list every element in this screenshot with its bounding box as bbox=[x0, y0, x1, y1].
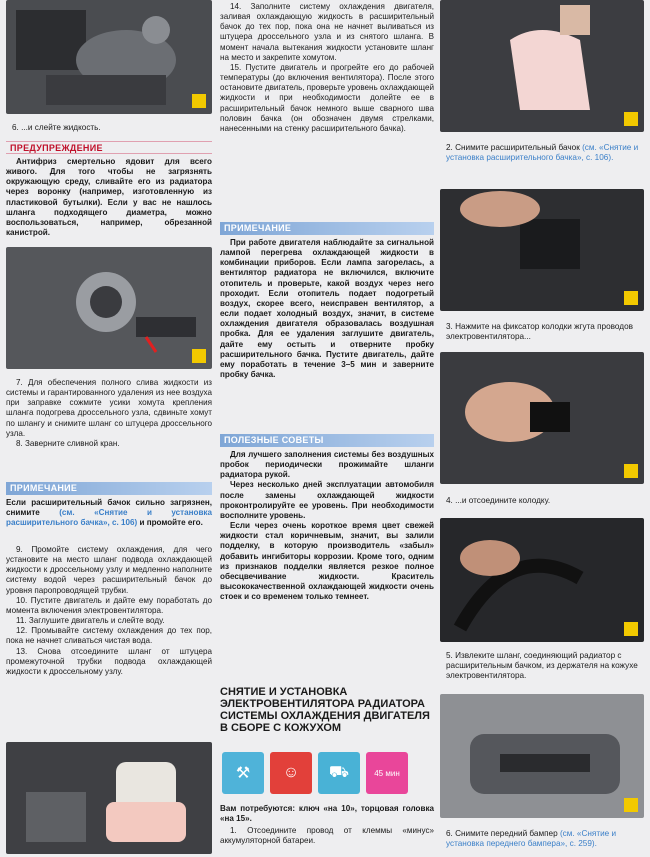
section-title: СНЯТИЕ И УСТАНОВКА ЭЛЕКТРОВЕНТИЛЯТОРА РАДИАТОРА СИСТЕМЫ ОХЛАЖДЕНИЯ ДВИГАТЕЛЯ В СБОРЕ С КОЖУХОМ bbox=[220, 686, 430, 734]
bumper-photo-icon bbox=[440, 694, 644, 818]
tools-needed: Вам потребуются: ключ «на 10», торцовая головка «на 15». bbox=[220, 804, 434, 824]
note-heading-left: ПРИМЕЧАНИЕ bbox=[6, 482, 212, 495]
photo-hose bbox=[440, 518, 644, 642]
tank-photo-icon bbox=[440, 0, 644, 132]
hose-photo-icon bbox=[440, 518, 644, 642]
caption-2: 2. Снимите расширительный бачок (см. «Снятие и установка расширительного бачка», с. 106). bbox=[446, 143, 639, 163]
step-1-battery: 1. Отсоедините провод от клеммы «минус» аккумуляторной батареи. bbox=[220, 826, 434, 846]
warning-heading: ПРЕДУПРЕЖДЕНИЕ bbox=[6, 141, 212, 154]
photo-connector bbox=[440, 189, 644, 311]
requirements-icons bbox=[222, 752, 408, 794]
tips-text: Для лучшего заполнения системы без воздушных пробок периодически прожимайте шланги радиатора рукой. Через несколько дней эксплуатации автомобиля после замены охлаждающей жидкости проконтролируйте ее уровень. При необходимости восполните уровень. Если через очень короткое время цвет свежей жидкости стал коричневым, значит, вы залили подделку, в которую производитель «забыл» добавить ингибиторы коррозии. Кроме того, одним из признаков подделки является резкое полное обесцвечивание жидкости. Краситель высококачественной охлаждающей жидкости очень стоек и со временем только темнеет. bbox=[220, 450, 434, 602]
note-link-tank[interactable]: (см. «Снятие и установка расширительного бачка», с. 106) bbox=[6, 508, 212, 528]
note-text-left: Если расширительный бачок сильно загрязнен, снимите (см. «Снятие и установка расширительного бачка», с. 106) и промойте его. bbox=[6, 498, 212, 528]
tips-heading: ПОЛЕЗНЫЕ СОВЕТЫ bbox=[220, 434, 434, 447]
photo-filling bbox=[6, 742, 212, 854]
step-7: 7. Для обеспечения полного слива жидкости из системы и гарантированного удаления из нее воздуха при заправке сожмите усики хомута крепления шланга подогрева дроссельного узла, сдвиньте хомут по шлангу и снимите шланг со штуцера дроссельного узла. 8. Заверните сливной кран. bbox=[6, 378, 212, 448]
disconnect-photo-icon bbox=[440, 352, 644, 484]
filling-photo-icon bbox=[6, 742, 212, 854]
photo-throttle bbox=[6, 247, 212, 369]
link-tank-removal[interactable]: (см. «Снятие и установка расширительного бачка», с. 106). bbox=[446, 143, 639, 163]
photo-bumper bbox=[440, 694, 644, 818]
photo-disconnect bbox=[440, 352, 644, 484]
wrench-icon: ⚒ bbox=[222, 752, 264, 794]
engine-photo-icon bbox=[6, 0, 212, 114]
note-heading-middle: ПРИМЕЧАНИЕ bbox=[220, 222, 434, 235]
photo-draining bbox=[6, 0, 212, 114]
caption-4: 4. ...и отсоедините колодку. bbox=[446, 496, 551, 505]
steps-9-13: 9. Промойте систему охлаждения, для чего установите на место шланг подвода охлаждающей жидкости к дроссельному узлу и медленно наполните систему водой через расширительный бачок до уровня паропроводящей трубки. 10. Пустите двигатель и дайте ему поработать до момента включения электровентилятора. 11. Заглушите двигатель и слейте воду. 12. Промывайте систему охлаждения до тех пор, пока не начнет сливаться чистая вода. 13. Снова отсоедините шланг от штуцера промежуточной трубки подвода охлаждающей жидкости к дроссельному узлу. bbox=[6, 545, 212, 676]
throttle-photo-icon bbox=[6, 247, 212, 369]
person-icon: ☺ bbox=[270, 752, 312, 794]
caption-5: 5. Извлеките шланг, соединяющий радиатор с расширительным бачком, из держателя на кожухе электровентилятора. bbox=[446, 651, 638, 681]
warning-text: Антифриз смертельно ядовит для всего живого. Для того чтобы не загрязнять окружающую среду, сливайте его из радиатора через воронку (например, изготовленную из пластиковой бутылки). Если у вас не нашлось шланга подходящего диаметра, можно воспользоваться, например, обрезанной канистрой. bbox=[6, 157, 212, 238]
link-bumper-removal[interactable]: (см. «Снятие и установка переднего бампера», с. 259). bbox=[446, 829, 617, 849]
caption-3: 3. Нажмите на фиксатор колодки жгута проводов электровентилятора... bbox=[446, 322, 633, 342]
caption-6: 6. ...и слейте жидкость. bbox=[12, 123, 101, 132]
connector-photo-icon bbox=[440, 189, 644, 311]
car-lift-icon: ⛟ bbox=[318, 752, 360, 794]
note-text-middle: При работе двигателя наблюдайте за сигнальной лампой перегрева охлаждающей жидкости в комбинации приборов. Если лампа загорелась, а вентилятор радиатора не включился, включите отопитель и проверьте, какой воздух через него проходит. Если отопитель подает подогретый воздух, скорее всего, неисправен вентилятор, а если подает холодный воздух, значит, в системе охлаждения двигателя образовалась воздушная пробка. Для ее удаления заглушите двигатель, дайте ему остыть и отверните пробку расширительного бачка. Пустите двигатель, дайте ему поработать в течение 3–5 мин и заверните пробку бачка. bbox=[220, 238, 434, 380]
clock-icon: 45 мин bbox=[366, 752, 408, 794]
photo-tank bbox=[440, 0, 644, 132]
caption-6-right: 6. Снимите передний бампер (см. «Снятие и установка переднего бампера», с. 259). bbox=[446, 829, 617, 849]
steps-14-15: 14. Заполните систему охлаждения двигателя, заливая охлаждающую жидкость в расширительный бачок до тех пор, пока она не начнет выливаться из штуцера дроссельного узла и из снятого шланга. В момент начала вытекания жидкости установите шланг на место и закрепите хомутом. 15. Пустите двигатель и прогрейте его до рабочей температуры (до включения вентилятора). После этого остановите двигатель, проверьте уровень охлаждающей жидкости и при необходимости долейте ее в расширительный бачок немного выше сварного шва половин бачка (он обозначен двумя стрелками, нанесенными на стенку расширительного бачка). bbox=[220, 2, 434, 133]
